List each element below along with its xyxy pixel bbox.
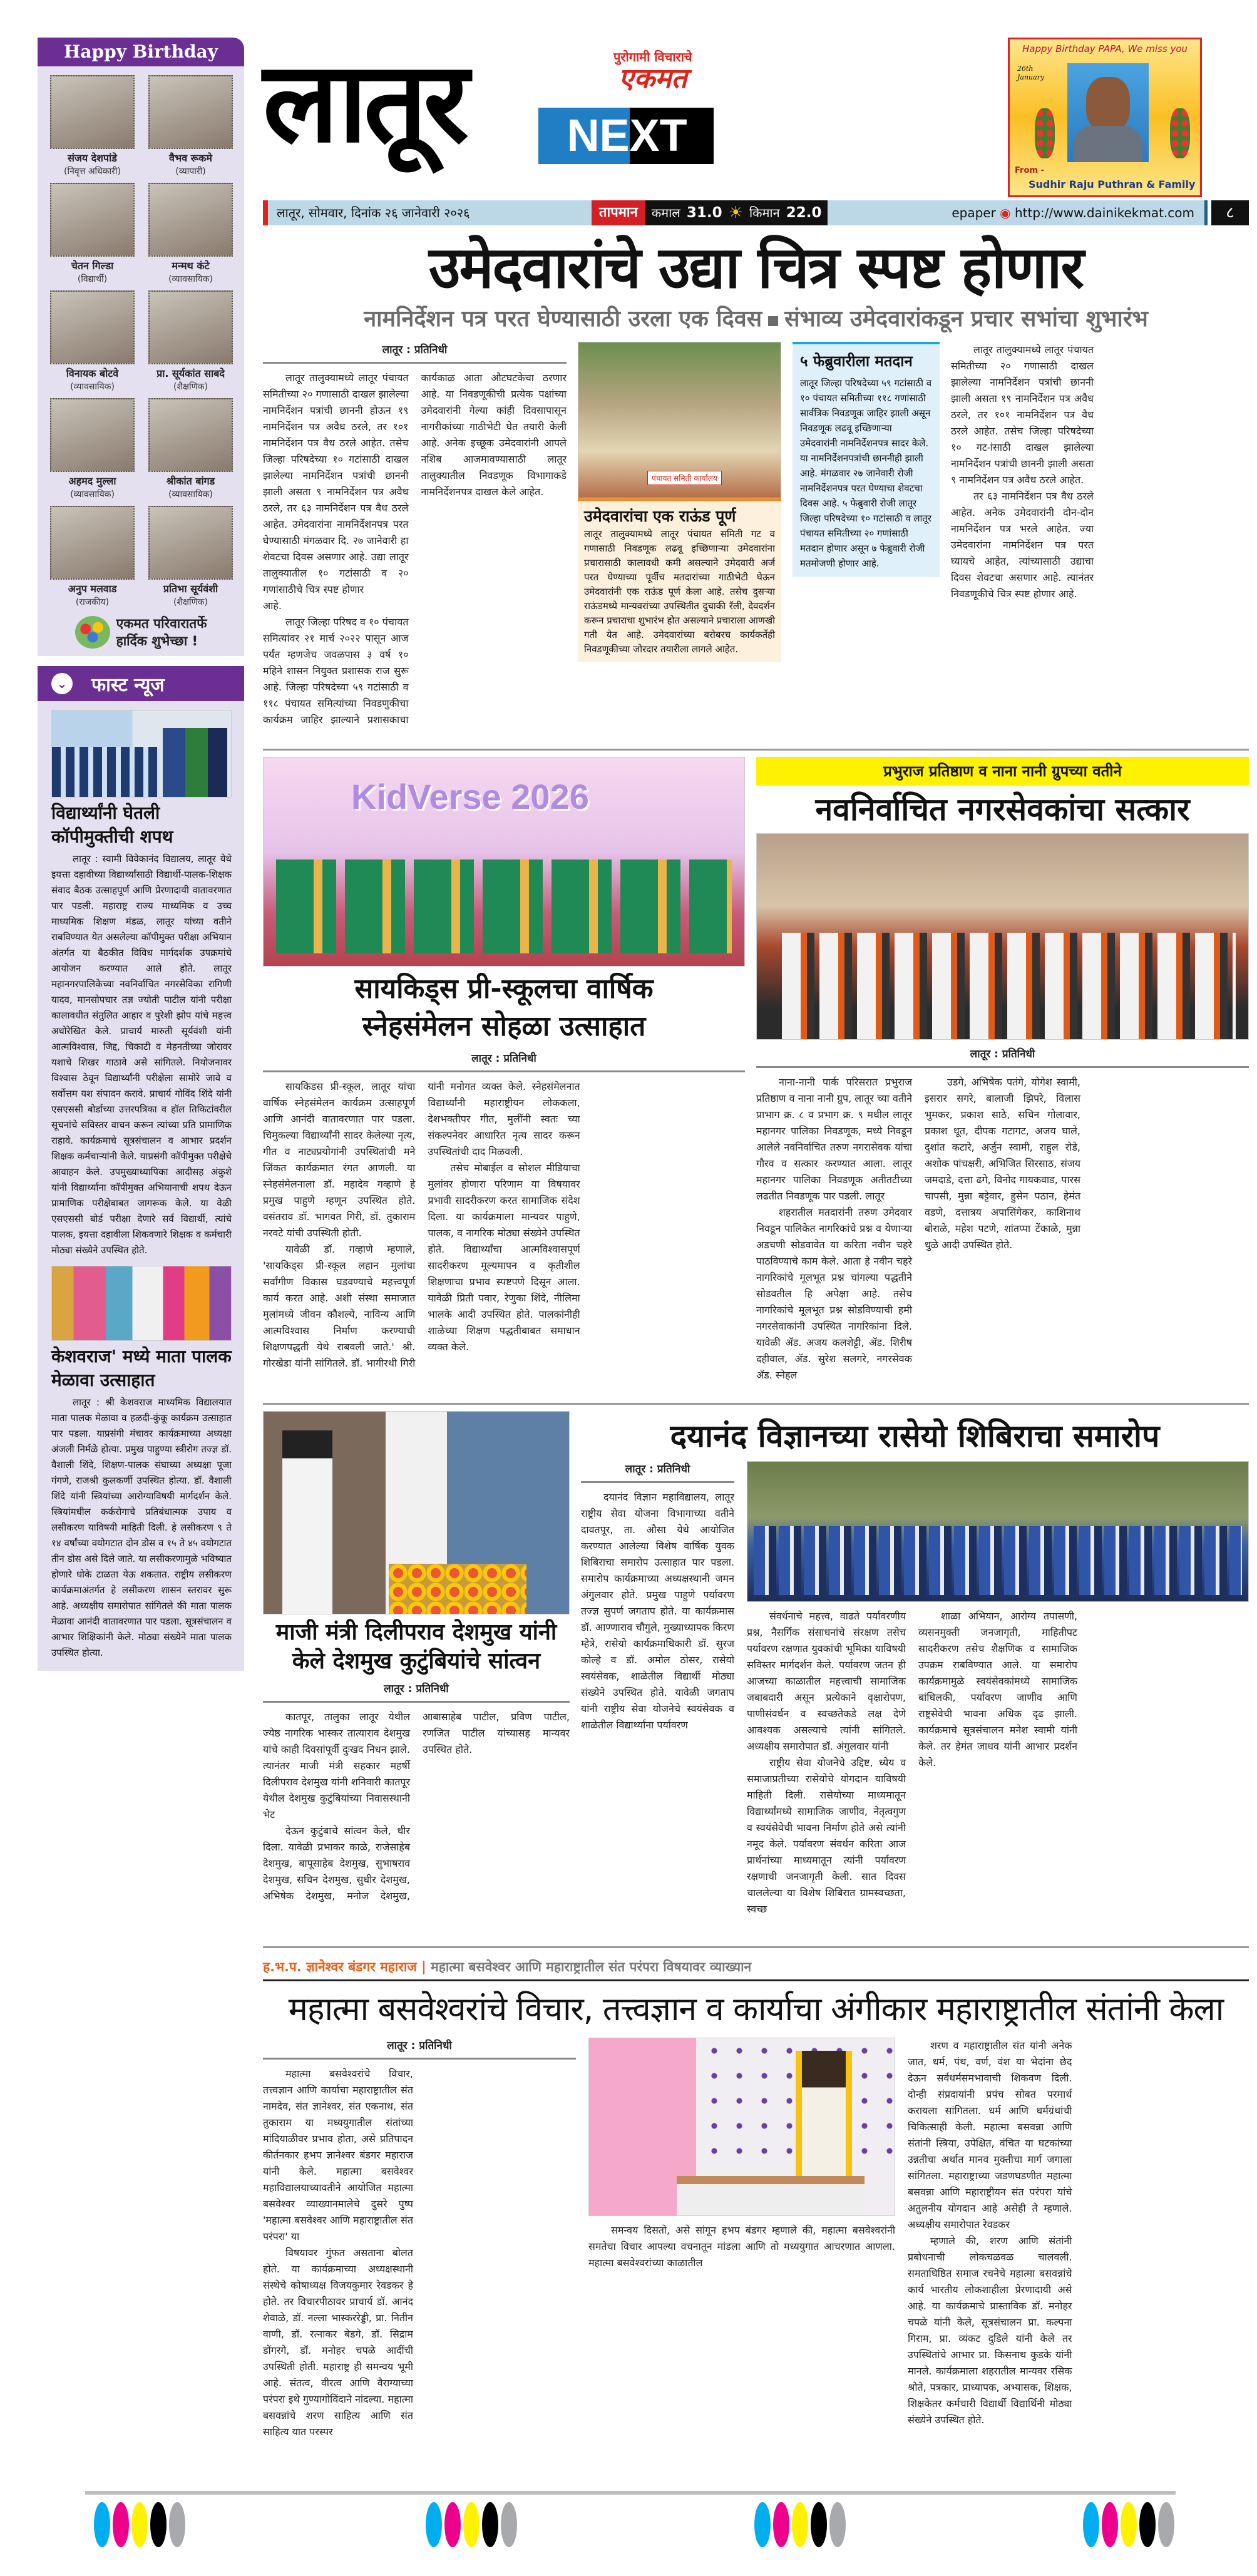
lecture-headline: महात्मा बसवेश्वरांचे विचार, तत्त्वज्ञान व कार्याचा अंगीकार महाराष्ट्रातील संतांनी केला [288, 1991, 1224, 2028]
kidverse-text [263, 1050, 745, 1376]
person-name: वैभव रूकमे [169, 152, 212, 164]
deshmukh-col-1-text: कातपूर, तालुका लातूर येथील ज्येष्ठ नागरिक भास्कर तात्याराव देशमुख यांचे काही दिवसांपूर्वी दुःखद निधन झाले. त्यानंतर माजी मंत्री सहकार महर्षी दिलीपराव देशमुख यांनी शनिवारी कातपूर येथील देशमुख कुटुंबियांच्या निवासस्थानी भेट [263, 1711, 410, 1820]
fast-news-title-1: विद्यार्थ्यांनी घेतली कॉपीमुक्तीची शपथ [51, 803, 173, 847]
registration-dot [754, 2502, 771, 2547]
masthead-logo: लातूर [263, 38, 466, 167]
birthday-person [50, 183, 135, 285]
registration-dot [1121, 2502, 1137, 2547]
registration-dot [113, 2502, 129, 2547]
birthday-title: Happy Birthday [38, 38, 244, 66]
registration-dot [811, 2502, 827, 2547]
registration-dot [444, 2502, 461, 2547]
lecture-text-left [263, 2038, 576, 2476]
dateline: लातूर : प्रतिनिधी [581, 1461, 734, 1483]
dateline: लातूर : प्रतिनिधी [263, 2038, 576, 2060]
section-divider [263, 1946, 1249, 1948]
fast-news-title-2: केशवराज' मध्ये माता पालक मेळावा उत्साहात [51, 1346, 232, 1390]
felicitation-photo [756, 833, 1249, 1040]
subhead-left: नामनिर्देशन पत्र परत घेण्यासाठी उरला एक दिवस [364, 306, 762, 332]
registration-dot [94, 2502, 110, 2547]
kicker-separator: | [421, 1959, 431, 1974]
lead-story [263, 342, 1249, 742]
vote-box-body: लातूर जिल्हा परिषदेच्या ५९ गटांसाठी व १० पंचायत समितीच्या ११८ गणांसाठी सार्वत्रिक निवडणूक जाहिर झाली असून निवडणूक लढवू इच्छिणाऱ्या उमेदवारांनी नामनिर्देशनपत्र सादर केले. या नामनिर्देशनपत्रांची छाननीही झाली आहे. मंगळवार २७ जानेवारी रोजी नामनिर्देशनपत्र परत घेण्याचा शेवटचा दिवस आहे. ५ फेब्रुवारी रोजी लातूर जिल्हा परिषदेच्या १० गटांसाठी व लातूर पंचायत समितीच्या २० गणांसाठी मतदान होणार असून ७ फेब्रुवारी रोजी मतमोजणी होणार आहे. [800, 377, 932, 569]
birthday-person [148, 75, 233, 178]
brand-block [613, 50, 692, 94]
person-role: (विद्यार्थी) [77, 274, 108, 284]
person-name: अनुप मलवाड [68, 583, 117, 595]
bouquet-icon [75, 616, 110, 649]
issue-date: लातूर, सोमवार, दिनांक २६ जानेवारी २०२६ [263, 200, 592, 225]
dateline: लातूर : प्रतिनिधी [263, 342, 567, 364]
person-photo [50, 290, 135, 364]
nss-right [747, 1461, 1249, 1940]
lecture-col-1-text: महात्मा बसवेश्वरांचे विचार, तत्त्वज्ञान आणि कार्याचा महाराष्ट्रातील संत नामदेव, संत ज्ञानेश्वर, संत एकनाथ, संत तुकाराम या मध्ययुगातील संतांच्या मांदियाळीवर प्रभाव होता, असे प्रतिपादन कीर्तनकार हभप ज्ञानेश्वर बंडगर महाराज यांनी केले. महात्मा बसवेश्वर महाविद्यालयाच्यावतीने आयोजित महात्मा बसवेश्वर व्याख्यानमालेचे दुसरे पुष्प 'महात्मा बसवेश्वर आणि महाराष्ट्रातील संत परंपरा' या [263, 2068, 413, 2242]
nss-col-4-text: शाळा अभियान, आरोग्य तपासणी, व्यसनमुक्ती जनजागृती, माहितीपट सादरीकरण तसेच शैक्षणिक व सामाजिक उपक्रम राबविण्यात आले. या समारोप कार्यक्रमामुळे स्वयंसेवकांमध्ये सामाजिक बांधिलकी, पर्यावरण जाणीव आणि राष्ट्रसेवेची भावना अधिक दृढ झाली. कार्यक्रमाचे सूत्रसंचालन मनेश स्वामी यांनी केले. तर हेमंत जाधव यांनी आभार प्रदर्शन केले. [918, 1610, 1077, 1768]
dateline: लातूर : प्रतिनिधी [263, 1050, 745, 1072]
ad-portrait [1067, 63, 1149, 162]
min-temp-value: 22.0 [786, 205, 822, 221]
nss-group-photo [747, 1461, 1249, 1602]
ad-date-month: January [1017, 73, 1045, 81]
registration-dot [501, 2502, 517, 2547]
next-logo-left: NE [538, 108, 630, 164]
next-logo [538, 108, 714, 164]
max-temp-value: 31.0 [686, 205, 722, 221]
person-name: प्रतिभा सूर्यवंशी [163, 583, 218, 595]
kicker-topic: महात्मा बसवेश्वर आणि महाराष्ट्रातील संत परंपरा विषयावर व्याख्यान [431, 1959, 752, 1974]
person-name: श्रीकांत बांगड [166, 475, 215, 487]
pointer-icon: ◉ [1000, 205, 1011, 220]
greeting-line-2: हार्दिक शुभेच्छा ! [116, 634, 198, 649]
footer [85, 2491, 1176, 2576]
person-role: (व्यावसायिक) [70, 382, 115, 392]
felicitation-col-2-text: शहरातील मतदारांनी तरुण उमेदवार निवडून पालिकेत नागरिकांचे प्रश्न व येणाऱ्या अडचणी सोडवावेत या करिता नवीन चहरे पाठविण्याचे काम केले. आता हे नवीन चहरे नागरिकांचे मूलभूत प्रश्न चांगल्या पद्धतीने सोडवतील हि अपेक्षा आहे. तसेच नागरिकांचे मूलभूत प्रश्न सोडविण्याची हमी नगरसेवाकांनी उपस्थित नागरिकांना दिले. यावेळी ॲड. अजय कलशेट्टी, ॲड. शिरीष दहीवाल, ॲड. सुरेश सलगरे, नगरसेवक ॲड. स्नेहल [756, 1206, 912, 1381]
person-photo [148, 506, 233, 580]
birthday-person [50, 75, 135, 178]
lead-col-4-text: तर ६३ नामनिर्देशन पत्र वैध ठरले आहेत. अनेक उमेदवारांनी दोन-दोन नामनिर्देशन पत्र भरले आहेत. ज्या उमेदवारांना नामनिर्देशन पत्र परत घ्यायचे आहेत, त्यांच्यासाठी उद्याचा दिवस शेवटचा असणार आहे. त्यानंतर निवडणूकीचे चित्र स्पष्ट होणार आहे. [951, 490, 1094, 600]
felicitation-headline: नवनिर्वाचित नगरसेवकांचा सत्कार [815, 791, 1190, 828]
registration-marks [85, 2495, 1176, 2551]
lead-text-left [263, 342, 567, 742]
registration-dot [426, 2502, 442, 2547]
registration-mark-group [94, 2502, 185, 2547]
ad-from-name: Sudhir Raju Puthran & Family [1029, 178, 1196, 190]
date-strip [263, 200, 1249, 225]
registration-dot [150, 2502, 167, 2547]
left-sidebar [38, 38, 244, 1671]
person-role: (व्यावसायिक) [168, 274, 213, 284]
registration-mark-group [1083, 2502, 1174, 2547]
person-name: प्रा. सूर्यकांत साबदे [156, 367, 225, 379]
felicitation-col-3-text: उडगे, अभिषेक पतंगे, योगेश स्वामी, इसरार सगरे, बालाजी झिपरे, विलास भुमकर, प्रकाश साठे, सचिन गोलावार, प्रकाश धूत, दीपक गटागट, अजय घाले, दुशांत कटारे, अर्जुन स्वामी, राहुल रोडे, अशोक पांचक्षरी, अभिजित सिरसाठ, संजय जमदाडे, दत्ता ढगे, विनोद गायकवाड, पारस चापसी, मुन्ना बट्टेवार, हुसेन पठान, हेमंत वडणे, दत्तात्रय अपासिंगेकर, काशिनाथ बोराळे, महेश पटणे, शांतप्पा टेंकाळे, मुन्ना धुळे आदी उपस्थित होते. [925, 1076, 1080, 1251]
main-content [263, 38, 1249, 2476]
registration-dot [169, 2502, 185, 2547]
registration-dot [1158, 2502, 1174, 2547]
kicker-speaker: ह.भ.प. ज्ञानेश्वर बंडगर महाराज [263, 1959, 417, 1974]
dateline: लातूर : प्रतिनिधी [263, 1681, 570, 1703]
lead-col-2-lead: आहे. [263, 600, 282, 612]
registration-dot [829, 2502, 846, 2547]
registration-mark-group [754, 2502, 846, 2547]
nss-col-3-text: राष्ट्रीय सेवा योजनेचे उद्दिष्ट, ध्येय व समाजाप्रतीच्या रासेयोचे योगदान याविषयी माहिती दिली. रासेयोच्या माध्यमातून विद्यार्थ्यांमध्ये सामाजिक जाणीव, नेतृत्वगुण व स्वयंसेवेची भावना निर्माण होते असे त्यांनी नमूद केले. पर्यावरण संवर्धन करिता आज प्रार्थनांच्या माध्यमातून त्यांनी पर्यावरण रक्षणाची जनजागृती केली. सात दिवस चाललेल्या या विशेष शिबिरात ग्रामस्वच्छता, स्वच्छ [747, 1757, 906, 1915]
voting-date-box [793, 342, 940, 577]
lecture-middle [588, 2038, 895, 2271]
registration-dot [463, 2502, 480, 2547]
flower-icon [1035, 108, 1055, 158]
registration-dot [131, 2502, 148, 2547]
lecture-col-3 [588, 2222, 895, 2271]
lead-col-3-text: लातूर तालुक्यामध्ये लातूर पंचायत समितीच्या २० गणासाठी दाखल झालेल्या नामनिर्देशन पत्रांची छाननी झाली असता १९ नामनिर्देशन पत्र अवैध ठरले, तर १०१ नामनिर्देशन पत्र वैध ठरले आहेत. तसेच जिल्हा परिषदेच्या १० गट-ांसाठी दाखल झालेल्या नामनिर्देशन पत्रांची छाननी झाली असता ९ नामनिर्देशन पत्र अवैध ठरले आहेत. [951, 344, 1094, 486]
lead-middle [578, 342, 781, 662]
person-role: (निवृत्त अधिकारी) [64, 167, 121, 177]
deshmukh-headline [263, 1618, 570, 1676]
section-divider [263, 1403, 1249, 1405]
ad-from-label: From - [1015, 166, 1044, 175]
deshmukh-photo [263, 1411, 570, 1614]
nss-story [581, 1411, 1249, 1940]
person-name: मन्मथ कंटे [172, 260, 210, 272]
deshmukh-col-2-text: देऊन कुटुंबाचे सांत्वन केले, धीर दिला. यावेळी प्रभाकर काळे, राजेसाहेब देशमुख, बापूसाहेब देशमुख, सुभाषराव देशमुख, सचिन देशमुख, सुधीर देशमुख, अभिषेक देशमुख, मनोज देशमुख, आबासाहेब पाटील, प्रविण पाटील, रणजित पाटील यांच्यासह मान्यवर उपस्थित होते. [263, 1711, 570, 1902]
dateline: लातूर : प्रतिनिधी [756, 1046, 1249, 1068]
lead-text-right [951, 342, 1249, 742]
section-divider [263, 749, 1249, 751]
kidverse-col-1-text: सायकिडस प्री-स्कूल, लातूर यांचा वार्षिक स्नेहसंमेलन कार्यक्रम उत्साहपूर्ण आणि आनंदी वातावरणात पार पडला. चिमुकल्या विद्यार्थ्यांनी सादर केलेल्या नृत्य, गीत व नाट्यप्रयोगांनी उपस्थितांची मने जिंकत कार्यक्रमात रंगत आणली. या स्नेहसंमेलनाला डॉ. महादेव गव्हाणे हे प्रमुख पाहुणे म्हणून उपस्थित होते. वसंतराव डॉ. भागवत गिरी, डॉ. तुकाराम नरवटे यांची उपस्थिती होती. [263, 1080, 416, 1239]
person-name: संजय देशपांडे [68, 152, 117, 164]
felicitation-col-1-text: नाना-नानी पार्क परिसरात प्रभुराज प्रतिष्ठाण व नाना नानी ग्रुप, लातूर च्या वतीने प्राभाग क्र. ८ व प्रभाग क्र. ९ मधील लातूर महानगर पालिका निवडणूक, मध्ये निवडून आलेले नवनिर्वाचित तरुण नगरासेवक यांचा गौरव व सत्कार करण्यात आला. लातूर महानगर पालिका निवडणूक अतीतटीच्या लढतीत निवडणूक पार पडली. लातूर [756, 1076, 912, 1202]
registration-dot [1139, 2502, 1156, 2547]
brand-tagline: पुरोगामी विचाराचे [613, 49, 692, 64]
nss-camp-headline: दयानंद विज्ञानच्या रासेयो शिबिराचा समारोप [670, 1418, 1160, 1454]
registration-mark-group [426, 2502, 517, 2547]
person-role: (शैक्षणिक) [173, 597, 208, 607]
birthday-person [148, 183, 233, 285]
birthday-grid [38, 66, 244, 608]
person-name: विनायक बोटवे [66, 367, 119, 379]
lecture-text-right [908, 2038, 1249, 2476]
birthday-panel [38, 38, 244, 656]
epaper-link-block [828, 200, 1208, 225]
birthday-person [148, 398, 233, 501]
ad-date-day: 26th [1017, 64, 1034, 73]
lecture-col-2-text: विषयावर गुंफत असताना बोलत होते. या कार्यक्रमाच्या अध्यक्षस्थानी संस्थेचे कोषाध्यक्ष विजयकुमार रेवडकर हे होते. तर विचारपीठावर प्राचार्य डॉ. आनंद शेवाळे, डॉ. नल्ला भास्कररेड्डी, प्रा. नितीन वाणी, डॉ. रत्नाकर बेडगे, डॉ. सिद्राम डोंगरगे, डॉ. मनोहर चपळे आदींची उपस्थिती होती. महाराष्ट्र ही समन्वय भूमी आहे. संतत्व, वीरत्व आणि वैराग्याच्या परंपरा इथे गुण्यागोविंदाने नांदल्या. महात्मा बसवन्नांचे शरण साहित्य आणि संत साहित्य यात परस्पर [263, 2247, 413, 2438]
lecture-col-4-text: शरण व महाराष्ट्रातील संत यांनी अनेक जात, धर्म, पंथ, वर्ण, वंश या भेदांना छेद देऊन सर्वधर्मसमभावाची शिकवण दिली. दोन्ही संप्रदायांनी प्रपंच सोबत परमार्थ करायला सांगितला. धर्म आणि धर्मग्रंथांची चिकित्साही केली. महात्मा बसवन्ना आणि संतांनी स्त्रिया, उपेक्षित, वंचित या घटकांच्या उन्नतीचा अर्थात मानव मुक्तीचा मार्ग जगाला सांगितला. महाराष्ट्राच्या जडणघडणीत महात्मा बसवन्ना आणि महाराष्ट्रीयन संत परंपरा यांचे अतुलनीय योगदान आहे असेही ते म्हणाले. अध्यक्षीय समारोपात रेवडकर [908, 2040, 1072, 2230]
row-three [263, 1411, 1249, 1940]
masthead [263, 38, 1249, 200]
lecture-col-3-text: समन्वय दिसतो, असे सांगून हभप बंडगर म्हणाले की, महात्मा बसवेश्वरांनी समतेचा विचार आपल्या वचनातून मांडला आणि तो मध्ययुगात आचरणात आणला. महात्मा बसवेश्वरांच्या काळातील [588, 2224, 895, 2269]
registration-dot [482, 2502, 498, 2547]
kidverse-banner: KidVerse 2026 [351, 777, 589, 816]
photo-sign-text: पंचायत समिती कार्यालय [647, 471, 722, 485]
lecture-col-5-text: म्हणाले की, शरण आणि संतांनी प्रबोधनाची लोकचळवळ चालवली. समताधिष्ठित समाज रचनेचे महात्मा बसवन्नांचे कार्य भारतीय लोकशाहीला प्रेरणादायी असे आहे. या कार्यक्रमाचे प्रास्ताविक डॉ. मनोहर चपळे यांनी केले, सूत्रसंचालन प्रा. कल्पना गिराम, प्रा. व्यंकट दुडिले यांनी केले तर उपस्थितांचे आभार प्रा. किसनाथ कुडके यांनी मानले. कार्यक्रमाला शहरातील मान्यवर रसिक श्रोते, पत्रकार, प्राध्यापक, अभ्यासक, शिक्षक, शिक्षकेतर कर्मचारी विद्यार्थी विद्यार्थिनी मोठ्या संख्येने उपस्थित होते. [908, 2235, 1072, 2426]
nss-text [747, 1608, 1249, 1940]
epaper-label: epaper [952, 205, 996, 220]
person-photo [50, 75, 135, 149]
round-complete-box [578, 498, 781, 662]
registration-dot [1102, 2502, 1118, 2547]
min-temp-label: किमान [749, 205, 780, 220]
sun-icon: ☀ [728, 203, 743, 222]
nss-col-1-text: दयानंद विज्ञान महाविद्यालय, लातूर राष्ट्रीय सेवा योजना विभागाच्या वतीने दावतपूर, ता. औसा येथे आयोजित करण्यात आलेल्या विशेष वार्षिक युवक शिबिराचा समारोप उत्साहात पार पडला. समारोप कार्यक्रमाच्या अध्यक्षस्थानी जमन अंगुलवार होते. प्रमुख पाहुणे पर्यावरण तज्ज्ञ सुपर्ण जगताप होते. या कार्यक्रमास डॉ. आण्णाराव चौगुले, मुख्याध्यापक किरण म्हेत्रे, रासेयो कार्यक्रमाधिकारी डॉ. सुरज कोल्हे व डॉ. अमोल ठोसर, रासेयो स्वयंसेवक, शाळेतील विद्यार्थी मोठ्या संख्येने उपस्थित होते. यावेळी जगताप यांनी राष्ट्रीय सेवा योजनेचे स्वयंसेवक व शाळेतील विद्यार्थ्यांना पर्यावरण [581, 1491, 734, 1731]
lecture-speaker-photo [588, 2038, 895, 2216]
fast-news-photo-2 [51, 1266, 232, 1341]
person-photo [50, 398, 135, 472]
round-box-title: उमेदवारांचा एक राऊंड पूर्ण [584, 507, 736, 525]
person-photo [50, 183, 135, 257]
person-photo [148, 290, 233, 364]
epaper-url[interactable]: http://www.dainikekmat.com [1014, 205, 1194, 220]
person-role: (व्यापारी) [175, 167, 206, 177]
birthday-person [50, 506, 135, 608]
kidverse-story [263, 757, 745, 1376]
fast-news-body-1: लातूर : स्वामी विवेकानंद विद्यालय, लातूर येथे इयत्ता दहावीच्या विद्यार्थ्यांसाठी विद्यार्थी-पालक-शिक्षक संवाद बैठक उत्साहपूर्ण आणि प्रेरणादायी वातावरणात पार पडली. महाराष्ट्र राज्य माध्यमिक व उच्च माध्यमिक शिक्षण मंडळ, लातूर यांच्या वतीने राबविण्यात येत असलेल्या कॉपीमुक्त परीक्षा अभियान अंतर्गत या बैठकीत विविध मार्गदर्शक उपक्रमांचे आयोजन करण्यात आले होते. लातूर महानगरपालिकेच्या नवनिर्वाचित नगरसेविका रागिणी यादव, मानसोपचार तज्ञ ज्योती पाटील यांनी परीक्षा कालावधीत संतुलित आहार व पुरेशी झोप यांचे महत्त्व अधोरेखित केले. प्राचार्य मारुती सूर्यवंशी यांनी आत्मविश्वास, जिद्द, चिकाटी व मेहनतीच्या जोरावर यशाचे शिखर गाठावे असे सांगितले. नियोजनावर विश्वास ठेवून विद्यार्थ्यांनी परीक्षेला सामोरे जावे व सर्वोत्तम यश संपादन करावे. प्राचार्य गोविंद शिंदे यांनी एसएससी बोर्डाच्या उत्तरपत्रिका व हॉल तिकिटांवरील सूचनांचे सविस्तर वाचन करून त्यांच्या प्रति प्रामाणिक राहावे. कार्यक्रमाचे सूत्रसंचालन व आभार प्रदर्शन शिक्षक कर्मचाऱ्यांनी केले. याप्रसंगी कॉपीमुक्त परीक्षेचे आवाहन केले. उपमुख्याध्यापिका आदीसह अंकुशे यांनी विद्यार्थ्यांना कॉपीमुक्त अभियानाची शपथ देऊन प्रामाणिक परीक्षेबाबत जागरूक केले. या वेळी एसएससी बोर्ड परीक्षा देणारे सर्व विद्यार्थी, त्यांचे पालक, इयत्ता दहावीला शिकवणारे शिक्षक व कर्मचारी मोठ्या संख्येने उपस्थित होते. [51, 853, 232, 1256]
kidverse-headline-line-1: सायकिड्स प्री-स्कूलचा वार्षिक [354, 973, 654, 1005]
person-name: चेतन गिल्डा [71, 260, 114, 272]
deshmukh-story [263, 1411, 570, 1919]
vote-box-title: ५ फेब्रुवारीला मतदान [800, 352, 913, 370]
deshmukh-text [263, 1681, 570, 1919]
nss-col-1 [581, 1461, 734, 1937]
person-name: अहमद मुल्ला [68, 475, 116, 487]
round-box-body: लातूर तालुक्यामध्ये लातूर पंचायत समिती गट व गणासाठी निवडणूक लढवू इच्छिणाऱ्या उमेदवारांना प्रचारासाठी कालावधी कमी असल्याने उमेदवारी अर्ज परत घेण्याच्या पूर्वीच मतदारांच्या गाठीभेटी घेऊन उमेदवारांनी एक राऊंड पूर्ण केला आहे. तसेच दुसऱ्या राऊंडमध्ये मान्यवरांच्या उपस्थितीत दुचाकी रॅली, देवदर्शन करून प्रचाराचा शुभारंभ होत असल्याने प्रचाराला आणखी गती येत आहे. उमेदवारांच्या बरोबरच कार्यकर्तेही निवडणूकीच्या जोरदार तयारीला लागले आहेत. [584, 528, 775, 655]
registration-dot [1083, 2502, 1099, 2547]
page-number: ८ [1211, 200, 1249, 225]
birthday-person [148, 506, 233, 608]
temperature-readout [645, 200, 828, 225]
felicitation-kicker: प्रभुराज प्रतिष्ठाण व नाना नानी ग्रुपच्या वतीने [756, 757, 1249, 786]
person-role: (व्यावसायिक) [70, 490, 115, 500]
nss-col-2-text: संवर्धनाचे महत्त्व, वाढते पर्यावरणीय प्रश्न, नैसर्गिक संसाधनांचे संरक्षण तसेच पर्यावरण रक्षणात युवकांची भूमिका याविषयी सविस्तर मार्गदर्शन केले. पर्यावरण जतन ही आजच्या काळातील महत्त्वाची सामाजिक जबाबदारी असून प्रत्येकाने वृक्षारोपण, पाणीसंवर्धन व स्वच्छतेकडे लक्ष देणे आवश्यक असल्याचे त्यांनी सांगितले. अध्यक्षीय समारोपात डॉ. अंगुलवार यांनी [747, 1610, 906, 1752]
flower-icon [1170, 108, 1190, 158]
kidverse-headline-line-2: स्नेहसंमेलन सोहळा उत्साहात [362, 1010, 646, 1042]
lead-subhead [263, 303, 1249, 336]
felicitation-text [756, 1046, 1249, 1397]
kidverse-col-3-text: तसेच मोबाईल व सोशल मीडियाचा मुलांवर होणारा परिणाम या विषयावर प्रभावी सादरीकरण करत सामाजिक संदेश दिला. या कार्यक्रमाला मान्यवर पाहुणे, पालक, व नागरिक मोठ्या संख्येने उपस्थित होते. विद्यार्थ्यांचा आत्मविश्वासपूर्ण सादरीकरण मूल्यमापन व कृतीशील शिक्षणाचा प्रभाव स्पष्टपणे दिसून आला. यावेळी प्रिती पवार, रेणुका शिंदे, नीलिमा भालके आदी उपस्थित होते. पालकांनीही शाळेच्या शिक्षण पद्धतीबाबत समाधान व्यक्त केले. [428, 1162, 580, 1353]
person-photo [50, 506, 135, 580]
lead-col-2-text: लातूर जिल्हा परिषद व १० पंचायत समित्यांवर २१ मार्च २०२२ पासून आज पर्यंत म्हणजेच जवळपास ३ वर्ष १० महिने शासन नियुक्त प्रशासक राज सुरू आहे. जिल्हा परिषदेच्या ५९ गटांसाठी व ११८ पंचायत समित्यांच्या निवडणुकीचा कार्यक्रम जाहिर झाल्याने प्रशासकाचा कार्यकाळ आता औटघटकेचा ठरणार आहे. या निवडणूकीची प्रत्येक पक्षांच्या उमेदवारांनी गेल्या कांही दिवसापासून नागरीकांच्या गाठीभेटी घेत तयारी केली आहे. अनेक इच्छूक उमेदवारांनी आपले नशिब आजमावण्यासाठी लातूर तालुक्यातील निवडणूक विभागाकडे नामनिर्देशनपत्र दाखल केले आहेत. [263, 372, 567, 726]
felicitation-story [756, 757, 1249, 1397]
person-photo [148, 75, 233, 149]
birthday-person [50, 398, 135, 501]
ad-date [1017, 64, 1044, 82]
ad-title: Happy Birthday PAPA, We miss you [1022, 43, 1188, 54]
greeting-block [38, 608, 244, 656]
birthday-ad [1008, 38, 1202, 197]
person-photo [148, 183, 233, 257]
kidverse-photo [263, 757, 745, 967]
fast-news-panel [38, 666, 244, 1671]
fast-news-title: फास्ट न्यूज [91, 674, 165, 696]
max-temp-label: कमाल [651, 205, 680, 220]
temperature-label: तापमान [592, 200, 645, 225]
lecture-story [263, 2038, 1249, 2476]
greeting-line-1: एकमत परिवारातर्फे [116, 616, 207, 631]
next-logo-right: XT [630, 108, 714, 164]
deshmukh-headline-line-2: केले देशमुख कुटुंबियांचे सांत्वन [292, 1648, 541, 1674]
registration-dot [792, 2502, 808, 2547]
lead-headline: उमेदवारांचे उद्या चित्र स्पष्ट होणार [429, 234, 1083, 301]
panchayat-office-photo [578, 342, 781, 498]
person-role: (शैक्षणिक) [173, 382, 208, 392]
kidverse-col-2-text: यावेळी डॉ. गव्हाणे म्हणाले, 'सायकिड्स प्री-स्कूल लहान मुलांचा सर्वांगीण विकास घडवण्याचे महत्त्वपूर्ण कार्य करत आहे. अशी संस्था समाजात मुलांमध्ये जीवन कौशल्ये, नाविन्य आणि आत्मविश्वास निर्माण करण्याची शिक्षणपद्धती येथे राबवली जाते.' श्री. गोरखेडा यांनी सांगितले. डॉ. भागीरथी गिरी यांनी मनोगत व्यक्त केले. स्नेहसंमेलनात विद्यार्थ्यांनी महाराष्ट्रीयन लोककला, देशभक्तीपर गीत, मुलींनी स्वतः च्या संकल्पनेवर आधारित नृत्य सादर करून उपस्थितांची दाद मिळवली. [263, 1080, 580, 1369]
registration-dot [773, 2502, 789, 2547]
person-role: (राजकीय) [75, 597, 110, 607]
kidverse-headline [263, 970, 745, 1045]
person-photo [148, 398, 233, 472]
fast-news-body-2: लातूर : श्री केशवराज माध्यमिक विद्यालयात माता पालक मेळावा व हळदी-कुंकू कार्यक्रम उत्साहात पार पडला. याप्रसंगी मंचावर कार्यक्रमाच्या अध्यक्षा अंजली निर्मळे होत्या. प्रमुख पाहुण्या स्त्रीरोग तज्ज्ञ डॉ. वैशाली शिंदे, शिक्षण-पालक संघाच्या अध्यक्षा पूजा गंगणे, राजश्री कुलकर्णी उपस्थित होत्या. डॉ. वैशाली शिंदे यांनी स्त्रियांच्या आरोग्याविषयी मार्गदर्शन केले. स्त्रियांमधील कर्करोगाचे प्रतिबंधात्मक उपाय व लसीकरण याविषयी माहिती दिली. हे लसीकरण ९ ते १४ वर्षांच्या वयोगटात दोन डोस व १५ ते ४५ वयोगटात तीन डोस असे दिले जाते. या लसीकरणामुळे भविष्यात होणारे धोके टाळता येऊ शकतात. राष्ट्रीय लसीकरण कार्यक्रमाअंतर्गत हे लसीकरण शासन स्तरावर सुरू आहे. अध्यक्षीय समारोपात सांगितले की माता पालक मेळावा आनंदी वातावरणात पार पडला. सूत्रसंचालन व आभार शिक्षिकांनी केले. मोठ्या संख्येने माता पालक उपस्थित होत्या. [51, 1397, 232, 1658]
fast-news-photo-1 [51, 710, 232, 798]
birthday-person [50, 290, 135, 393]
person-role: (व्यावसायिक) [168, 490, 213, 500]
birthday-person [148, 290, 233, 393]
lead-col-1-text: लातूर तालुक्यामध्ये लातूर पंचायत समितीच्या २० गणासाठी दाखल झालेल्या नामनिर्देशन पत्रांची छाननी होऊन १९ नामनिर्देशन पत्र अवैध ठरले, तर १०१ नामनिर्देशन पत्र वैध ठरले आहेत. तसेच जिल्हा परिषदेच्या १० गटांसाठी दाखल झालेल्या नामनिर्देशन पत्रांची छाननी झाली असता ९ नामनिर्देशन पत्र अवैध ठरले, तर ६३ नामनिर्देशन पत्र वैध ठरले आहेत. उमेदवारांना नामनिर्देशनपत्र परत घेण्यासाठी मंगळवार दि. २७ जानेवारी हा शेवटचा दिवस असणार आहे. उद्या लातूर तालुक्यातील १० गटांसाठी व २० गणांसाठीचे चित्र स्पष्ट होणार [263, 372, 409, 595]
brand-name: एकमत [618, 63, 687, 95]
row-two [263, 757, 1249, 1397]
deshmukh-headline-line-1: माजी मंत्री दिलीपराव देशमुख यांनी [275, 1619, 557, 1645]
chevron-down-icon: ⌄ [51, 673, 73, 694]
fast-news-header [38, 666, 244, 701]
subhead-right: संभाव्य उमेदवारांकडून प्रचार सभांचा शुभारंभ [784, 306, 1148, 332]
square-bullet-icon [768, 316, 778, 326]
lecture-kicker [263, 1954, 1249, 1981]
